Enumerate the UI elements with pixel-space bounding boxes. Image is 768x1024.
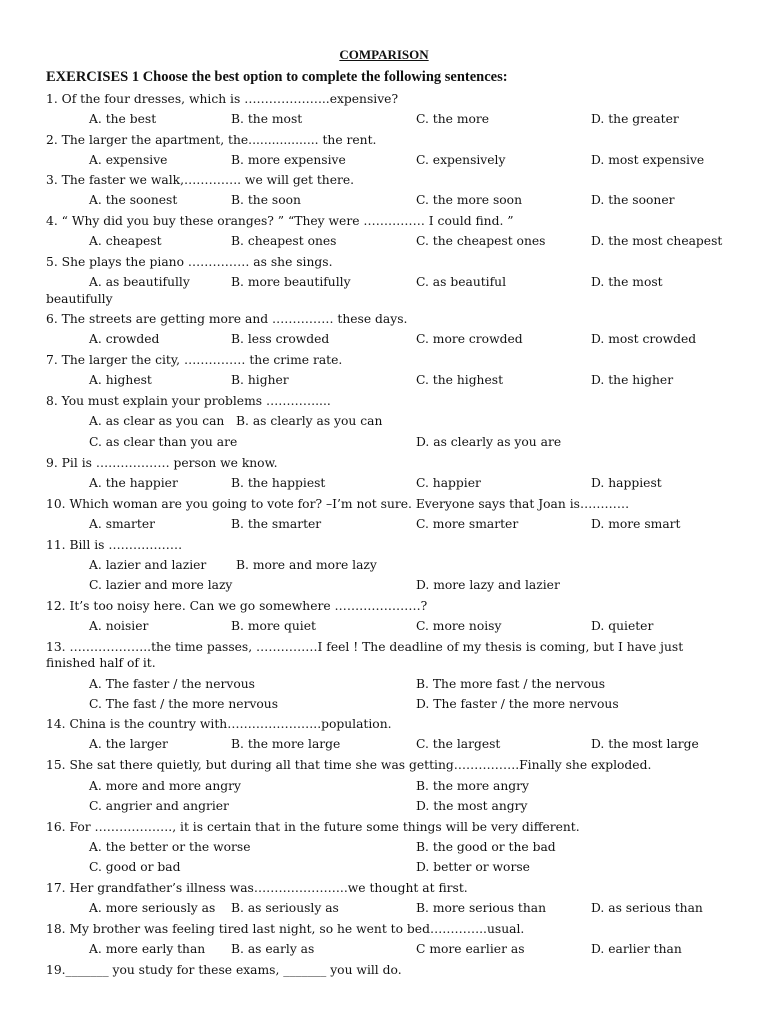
question-5-text: 5. She plays the piano …………… as she sings.	[46, 255, 333, 269]
question-17-option-a: A. more seriously as	[89, 901, 216, 915]
question-10-option-d: D. more smart	[591, 517, 681, 531]
question-4-text: 4. “ Why did you buy these oranges? ” “They were …………… I could find. ”	[46, 214, 514, 228]
question-7-text: 7. The larger the city, …………… the crime rate.	[46, 353, 343, 367]
question-9-option-a: A. the happier	[89, 476, 178, 490]
question-8-option-d: D. as clearly as you are	[416, 435, 562, 449]
question-16-option-a: A. the better or the worse	[89, 840, 251, 854]
question-5-option-continuation: beautifully	[46, 292, 113, 306]
question-3-option-a: A. the soonest	[89, 193, 178, 207]
question-2-option-a: A. expensive	[89, 153, 168, 167]
question-14-option-a: A. the larger	[89, 737, 168, 751]
question-19-text: 19._______ you study for these exams, _______ you will do.	[46, 963, 402, 977]
question-1-option-a: A. the best	[89, 112, 157, 126]
question-10-text: 10. Which woman are you going to vote for? –I’m not sure. Everyone says that Joan is…………	[46, 497, 630, 511]
question-11-option-a: A. lazier and lazier	[89, 558, 207, 572]
question-12-option-a: A. noisier	[89, 619, 149, 633]
question-9-option-b: B. the happiest	[231, 476, 326, 490]
question-4-option-a: A. cheapest	[89, 234, 162, 248]
question-4-option-d: D. the most cheapest	[591, 234, 723, 248]
question-11-option-d: D. more lazy and lazier	[416, 578, 560, 592]
question-12-option-d: D. quieter	[591, 619, 654, 633]
question-16-option-d: D. better or worse	[416, 860, 530, 874]
question-14-option-b: B. the more large	[231, 737, 341, 751]
question-1-text: 1. Of the four dresses, which is ………………...expensive?	[46, 92, 399, 106]
question-12-option-c: C. more noisy	[416, 619, 502, 633]
question-18-option-d: D. earlier than	[591, 942, 682, 956]
question-8-option-c: C. as clear than you are	[89, 435, 238, 449]
question-8-option-b: B. as clearly as you can	[236, 414, 383, 428]
question-5-option-d: D. the most	[591, 275, 663, 289]
question-15-option-d: D. the most angry	[416, 799, 528, 813]
question-10-option-c: C. more smarter	[416, 517, 519, 531]
question-2-option-d: D. most expensive	[591, 153, 705, 167]
question-17-option-c: B. more serious than	[416, 901, 547, 915]
question-12-option-b: B. more quiet	[231, 619, 316, 633]
question-4-option-c: C. the cheapest ones	[416, 234, 546, 248]
question-17-option-d: D. as serious than	[591, 901, 703, 915]
question-17-option-b: B. as seriously as	[231, 901, 339, 915]
question-13-option-b: B. The more fast / the nervous	[416, 677, 606, 691]
question-2-text: 2. The larger the apartment, the.................. the rent.	[46, 133, 377, 147]
question-4-option-b: B. cheapest ones	[231, 234, 337, 248]
question-16-option-c: C. good or bad	[89, 860, 181, 874]
question-2-option-c: C. expensively	[416, 153, 506, 167]
question-9-option-d: D. happiest	[591, 476, 662, 490]
question-7-option-c: C. the highest	[416, 373, 504, 387]
question-5-option-c: C. as beautiful	[416, 275, 507, 289]
question-6-option-d: D. most crowded	[591, 332, 697, 346]
question-2-option-b: B. more expensive	[231, 153, 346, 167]
question-10-option-b: B. the smarter	[231, 517, 322, 531]
question-9-text: 9. Pil is ……………… person we know.	[46, 456, 278, 470]
question-12-text: 12. It’s too noisy here. Can we go somewhere …………………?	[46, 599, 428, 613]
question-9-option-c: C. happier	[416, 476, 481, 490]
question-18-option-b: B. as early as	[231, 942, 315, 956]
question-10-option-a: A. smarter	[89, 517, 155, 531]
question-3-text: 3. The faster we walk,………….. we will get there.	[46, 173, 355, 187]
question-17-text: 17. Her grandfather’s illness was…………………..we thought at first.	[46, 881, 468, 895]
question-1-option-c: C. the more	[416, 112, 490, 126]
page-title: COMPARISON	[339, 47, 429, 62]
question-18-option-a: A. more early than	[89, 942, 206, 956]
question-6-option-b: B. less crowded	[231, 332, 330, 346]
question-11-option-b: B. more and more lazy	[236, 558, 377, 572]
question-13-option-d: D. The faster / the more nervous	[416, 697, 619, 711]
question-8-text: 8. You must explain your problems …………....	[46, 394, 331, 408]
question-3-option-b: B. the soon	[231, 193, 301, 207]
question-3-option-d: D. the sooner	[591, 193, 675, 207]
question-13-option-c: C. The fast / the more nervous	[89, 697, 279, 711]
question-3-option-c: C. the more soon	[416, 193, 523, 207]
question-7-option-b: B. higher	[231, 373, 289, 387]
question-5-option-a: A. as beautifully	[89, 275, 190, 289]
question-15-option-c: C. angrier and angrier	[89, 799, 229, 813]
question-6-text: 6. The streets are getting more and …………… these days.	[46, 312, 408, 326]
exercise-heading: EXERCISES 1 Choose the best option to complete the following sentences:	[46, 69, 508, 85]
question-1-option-d: D. the greater	[591, 112, 679, 126]
question-5-option-b: B. more beautifully	[231, 275, 351, 289]
question-7-option-d: D. the higher	[591, 373, 674, 387]
question-8-option-a: A. as clear as you can	[89, 414, 225, 428]
question-18-option-c: C more earlier as	[416, 942, 525, 956]
question-11-text: 11. Bill is ………………	[46, 538, 183, 552]
question-13-text: 13. ………………..the time passes, ……………I feel ! The deadline of my thesis is coming, but I have just finished half of it.	[46, 640, 684, 670]
question-14-option-c: C. the largest	[416, 737, 501, 751]
question-15-text: 15. She sat there quietly, but during all that time she was getting…………….Finally she exploded.	[46, 758, 652, 772]
question-13-option-a: A. The faster / the nervous	[89, 677, 255, 691]
question-6-option-a: A. crowded	[89, 332, 160, 346]
question-15-option-a: A. more and more angry	[89, 779, 241, 793]
question-16-option-b: B. the good or the bad	[416, 840, 556, 854]
question-18-text: 18. My brother was feeling tired last night, so he went to bed…………..usual.	[46, 922, 525, 936]
question-6-option-c: C. more crowded	[416, 332, 523, 346]
question-11-option-c: C. lazier and more lazy	[89, 578, 233, 592]
question-14-option-d: D. the most large	[591, 737, 699, 751]
question-7-option-a: A. highest	[89, 373, 152, 387]
question-1-option-b: B. the most	[231, 112, 303, 126]
question-15-option-b: B. the more angry	[416, 779, 529, 793]
question-14-text: 14. China is the country with…………………..population.	[46, 717, 392, 731]
question-16-text: 16. For ………………., it is certain that in the future some things will be very different.	[46, 820, 580, 834]
